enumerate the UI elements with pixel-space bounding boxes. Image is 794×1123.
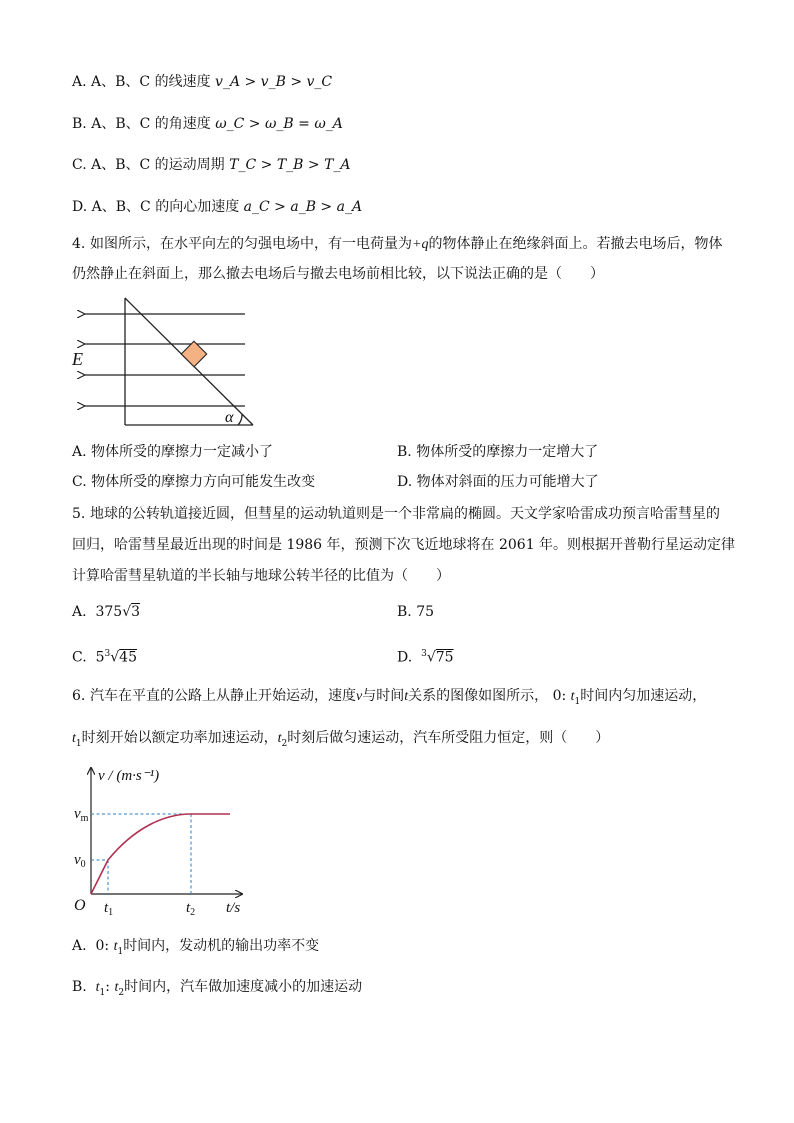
q3-option-d[interactable]: D. A、B、C 的向心加速度 a_C > a_B > a_A (72, 199, 363, 215)
q5-option-c[interactable]: C. $5^3√45$ (72, 649, 137, 666)
q3-option-b-formula: ω_C > ω_B = ω_A (215, 116, 343, 132)
q3-option-b[interactable]: B. A、B、C 的角速度 ω_C > ω_B = ω_A (72, 116, 343, 132)
t2-label: $t_2$ (186, 900, 196, 918)
q5-option-b[interactable]: B. 75 (397, 604, 435, 620)
q4-stem-line2: 仍然静止在斜面上，那么撤去电场后与撤去电场前相比较，以下说法正确的是（ ） (72, 266, 604, 282)
x-axis-label: t/s (226, 900, 241, 916)
q3-option-c[interactable]: C. A、B、C 的运动周期 T_C > T_B > T_A (72, 157, 351, 173)
q4-option-c[interactable]: C. 物体所受的摩擦力方向可能发生改变 (72, 474, 316, 490)
q5-option-a[interactable]: A. 375√3 (72, 604, 141, 620)
q4-option-a[interactable]: A. 物体所受的摩擦力一定减小了 (72, 444, 274, 460)
q4-figure (70, 290, 260, 430)
q6-option-b[interactable]: B. $t_1$: $t_2$时间内，汽车做加速度减小的加速运动 (72, 979, 363, 998)
q5-stem-line3: 计算哈雷彗星轨道的半长轴与地球公转半径的比值为（ ） (72, 568, 450, 584)
field-label: E (72, 349, 83, 369)
velocity-curve (91, 814, 230, 894)
charged-block (181, 341, 206, 366)
v0-label: $v_0$ (74, 852, 86, 870)
q5-option-d[interactable]: D. $^3$√75 (397, 649, 454, 666)
q4-option-b[interactable]: B. 物体所受的摩擦力一定增大了 (397, 444, 599, 460)
q6-option-a[interactable]: A. 0: $t_1$时间内，发动机的输出功率不变 (72, 938, 320, 957)
vm-label: $v_m$ (74, 806, 89, 824)
q3-option-a-formula: v_A > v_B > v_C (215, 74, 333, 90)
y-axis-label: v / (m·s⁻¹) (98, 768, 160, 784)
guide-lines (91, 814, 191, 894)
q3-option-a[interactable]: A. A、B、C 的线速度 v_A > v_B > v_C (72, 74, 333, 90)
q6-stem-line2: $t_1$时刻开始以额定功率加速运动，$t_2$时刻后做匀速运动，汽车所受阻力恒定，则（ ） (72, 730, 610, 749)
q4-stem-line1: 4. 如图所示，在水平向左的匀强电场中，有一电荷量为+q的物体静止在绝缘斜面上。若撤去电场后，物体 (72, 236, 723, 252)
q3-option-d-formula: a_C > a_B > a_A (243, 199, 363, 215)
sqrt-sign: √ (122, 604, 132, 620)
q3-option-c-formula: T_C > T_B > T_A (229, 157, 351, 173)
q6-graph (70, 762, 260, 920)
q4-option-d[interactable]: D. 物体对斜面的压力可能增大了 (397, 474, 599, 490)
q6-stem-line1: 6. 汽车在平直的公路上从静止开始运动，速度v与时间t关系的图像如图所示， 0: $t_1$时间内匀加速运动， (72, 688, 707, 707)
q5-stem-line1: 5. 地球的公转轨道接近圆，但彗星的运动轨道则是一个非常扁的椭圆。天文学家哈雷成功预言哈雷彗星的 (72, 506, 720, 522)
q5-stem-line2: 回归，哈雷彗星最近出现的时间是 1986 年，预测下次飞近地球将在 2061 年。则根据开普勒行星运动定律 (72, 537, 736, 553)
t1-label: $t_1$ (104, 900, 114, 918)
origin-label: O (74, 897, 86, 914)
angle-label: α (225, 409, 234, 426)
